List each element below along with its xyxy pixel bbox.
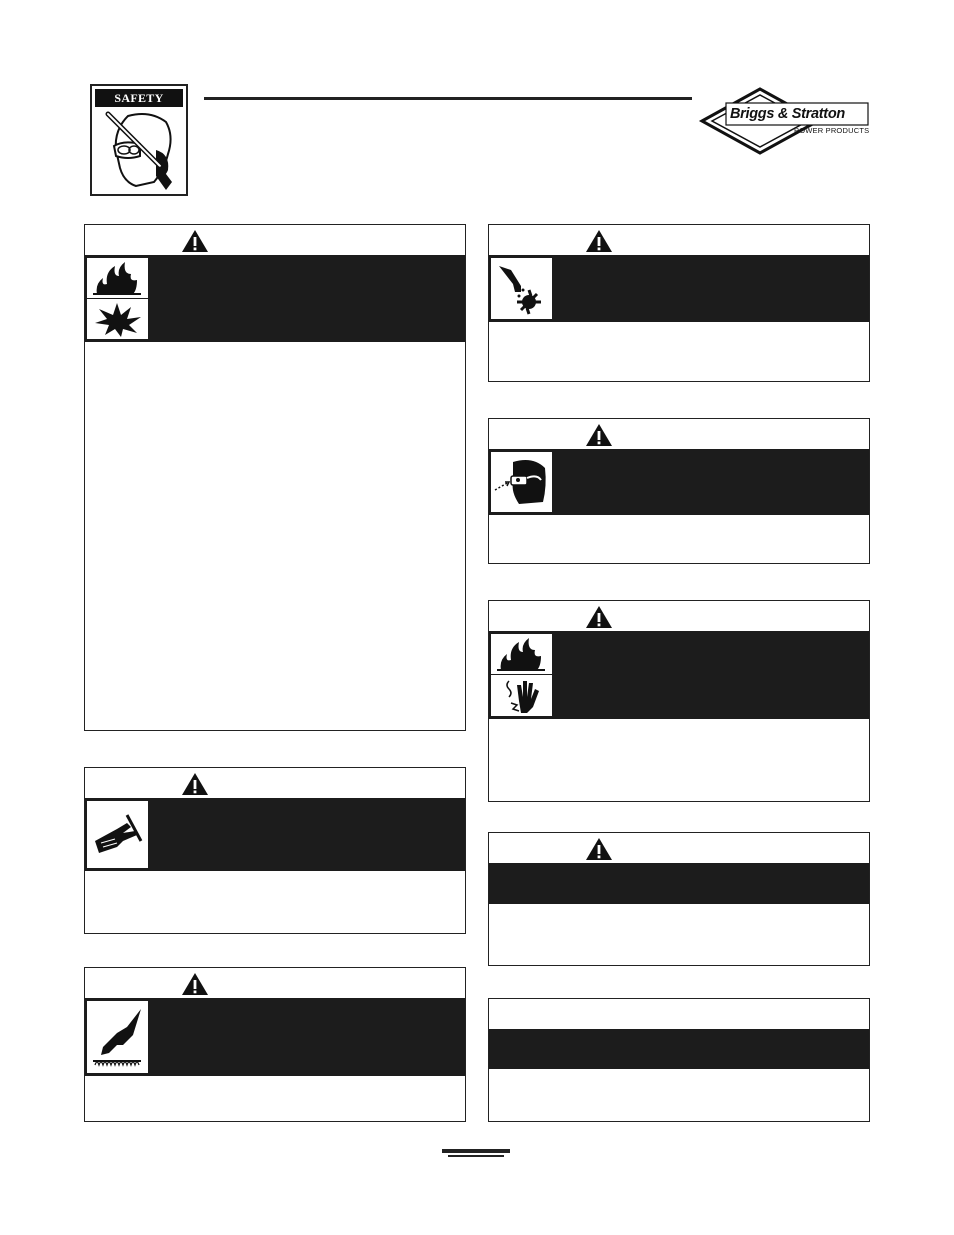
logo-subtitle: POWER PRODUCTS — [794, 126, 870, 135]
warning-triangle-icon — [585, 423, 613, 447]
header-rule — [204, 97, 692, 100]
hazard-box-fire-shock — [488, 600, 870, 802]
hazard-box-notice — [488, 998, 870, 1122]
hand-cut-icon — [86, 800, 149, 869]
moving-parts-hand-icon — [490, 257, 553, 320]
hazard-box-hot-surface — [84, 967, 466, 1122]
warning-triangle-icon — [585, 229, 613, 253]
notice-signal-band — [489, 1029, 869, 1069]
briggs-stratton-logo — [698, 86, 870, 156]
notice-header-bar — [489, 999, 869, 1030]
warning-header-bar — [85, 768, 465, 799]
fire-icon — [490, 633, 553, 675]
warning-header-bar — [489, 601, 869, 632]
footer-rule — [442, 1149, 510, 1153]
warning-triangle-icon — [181, 772, 209, 796]
warning-triangle-icon — [585, 837, 613, 861]
face-with-goggles-icon — [98, 110, 182, 194]
hazard-box-fire-explosion — [84, 224, 466, 731]
electric-shock-icon — [490, 674, 553, 717]
footer-rule-thin — [448, 1155, 504, 1157]
safety-rules-badge — [90, 84, 188, 196]
hot-surface-hand-icon — [86, 1000, 149, 1074]
warning-triangle-icon — [585, 605, 613, 629]
fire-icon — [86, 257, 149, 299]
hazard-box-eye-protection — [488, 418, 870, 564]
warning-header-bar — [489, 833, 869, 864]
warning-header-bar — [489, 225, 869, 256]
warning-triangle-icon — [181, 229, 209, 253]
warning-header-bar — [85, 968, 465, 999]
warning-signal-band — [489, 863, 869, 904]
hazard-box-general-warning — [488, 832, 870, 966]
flying-debris-eye-icon — [490, 451, 553, 513]
warning-triangle-icon — [181, 972, 209, 996]
safety-rules-label: SAFETY RULES — [95, 89, 183, 107]
hazard-box-hand-injury — [84, 767, 466, 934]
explosion-icon — [86, 298, 149, 340]
warning-header-bar — [489, 419, 869, 450]
hazard-box-moving-parts — [488, 224, 870, 382]
logo-name: Briggs & Stratton — [730, 106, 845, 122]
warning-header-bar — [85, 225, 465, 256]
